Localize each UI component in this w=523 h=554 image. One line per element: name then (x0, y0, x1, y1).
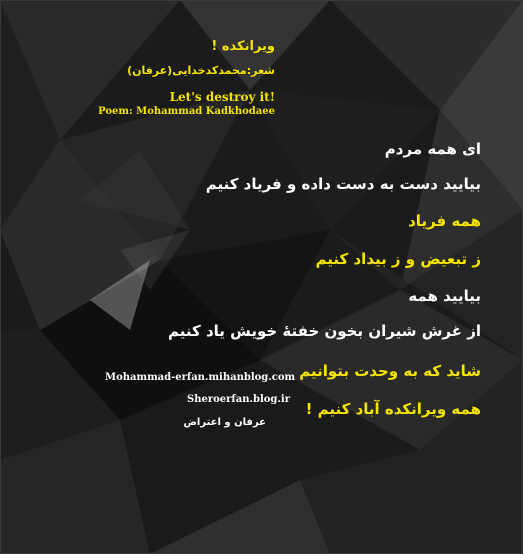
poem-line-8: همه ویرانکده آباد کنیم ! (305, 400, 481, 418)
poem-line-7: شاید که به وحدت بتوانیم (299, 362, 481, 380)
poem-line-4: ز تبعیض و ز بیداد کنیم (315, 250, 481, 268)
website-link-2[interactable]: Sheroerfan.blog.ir (187, 394, 290, 405)
website-link-1[interactable]: Mohammad-erfan.mihanblog.com (105, 372, 296, 383)
footer-tagline: عرفان و اعتراض (183, 417, 266, 428)
poem-line-6: از غرش شیران بخون خفتهٔ خویش یاد کنیم (168, 322, 481, 340)
poem-line-2: بیایید دست به دست داده و فریاد کنیم (205, 175, 481, 193)
title-english: Let's destroy it! (169, 90, 275, 104)
author-english: Poem: Mohammad Kadkhodaee (98, 106, 275, 117)
poem-line-1: ای همه مردم (384, 140, 481, 158)
poem-line-3: همه فریاد (408, 212, 481, 230)
poem-title: ویرانکده ! (211, 39, 275, 54)
poem-line-5: بیایید همه (408, 287, 481, 305)
author-persian: شعر:محمدکدخدایی(عرفان) (127, 64, 275, 77)
